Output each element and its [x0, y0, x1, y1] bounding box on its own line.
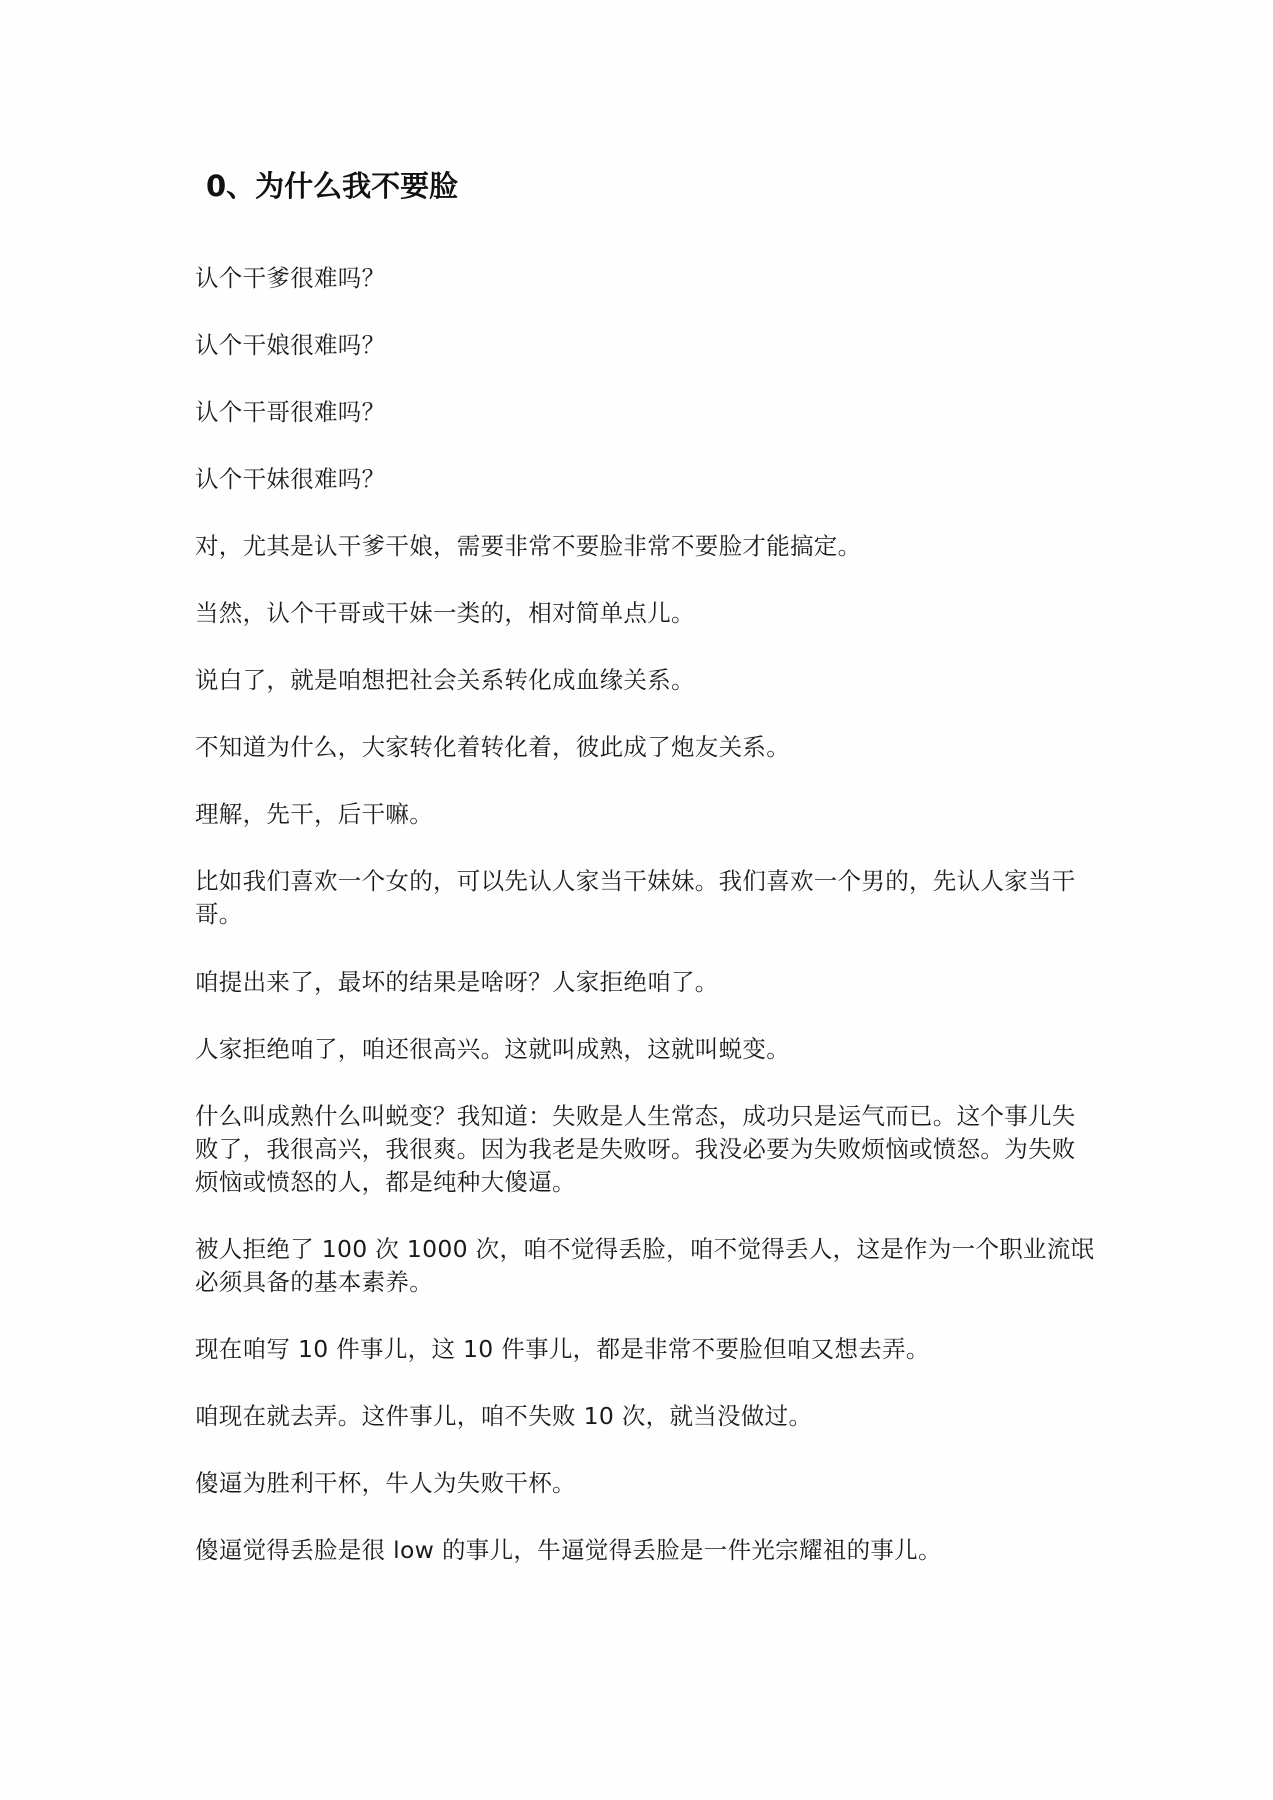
- paragraph: 现在咱写 10 件事儿，这 10 件事儿，都是非常不要脸但咱又想去弄。: [195, 1335, 930, 1363]
- paragraph: 认个干爹很难吗？: [195, 264, 386, 292]
- page-title: 0、为什么我不要脸: [206, 169, 459, 203]
- paragraph: 咱提出来了，最坏的结果是啥呀？人家拒绝咱了。: [195, 968, 719, 996]
- paragraph: 傻逼为胜利干杯，牛人为失败干杯。: [195, 1469, 576, 1497]
- paragraph: 理解，先干，后干嘛。: [195, 800, 433, 828]
- paragraph: 当然，认个干哥或干妹一类的，相对简单点儿。: [195, 599, 695, 627]
- paragraph: 比如我们喜欢一个女的，可以先认人家当干妹妹。我们喜欢一个男的，先认人家当干哥。: [195, 867, 1076, 928]
- paragraph: 咱现在就去弄。这件事儿，咱不失败 10 次，就当没做过。: [195, 1402, 813, 1430]
- paragraph: 人家拒绝咱了，咱还很高兴。这就叫成熟，这就叫蜕变。: [195, 1035, 790, 1063]
- paragraph: 认个干娘很难吗？: [195, 331, 386, 359]
- paragraph: 傻逼觉得丢脸是很 low 的事儿，牛逼觉得丢脸是一件光宗耀祖的事儿。: [195, 1536, 942, 1564]
- paragraph: 被人拒绝了 100 次 1000 次，咱不觉得丢脸，咱不觉得丢人，这是作为一个职业流氓必须具备的基本素养。: [195, 1235, 1095, 1296]
- paragraph: 不知道为什么，大家转化着转化着，彼此成了炮友关系。: [195, 733, 790, 761]
- paragraph: 认个干哥很难吗？: [195, 398, 386, 426]
- paragraph: 认个干妹很难吗？: [195, 465, 386, 493]
- paragraph: 对，尤其是认干爹干娘，需要非常不要脸非常不要脸才能搞定。: [195, 532, 862, 560]
- paragraph: 什么叫成熟什么叫蜕变？我知道：失败是人生常态，成功只是运气而已。这个事儿失败了，我很高兴，我很爽。因为我老是失败呀。我没必要为失败烦恼或愤怒。为失败烦恼或愤怒的人，都是纯种大傻逼。: [195, 1102, 1076, 1196]
- paragraph: 说白了，就是咱想把社会关系转化成血缘关系。: [195, 666, 695, 694]
